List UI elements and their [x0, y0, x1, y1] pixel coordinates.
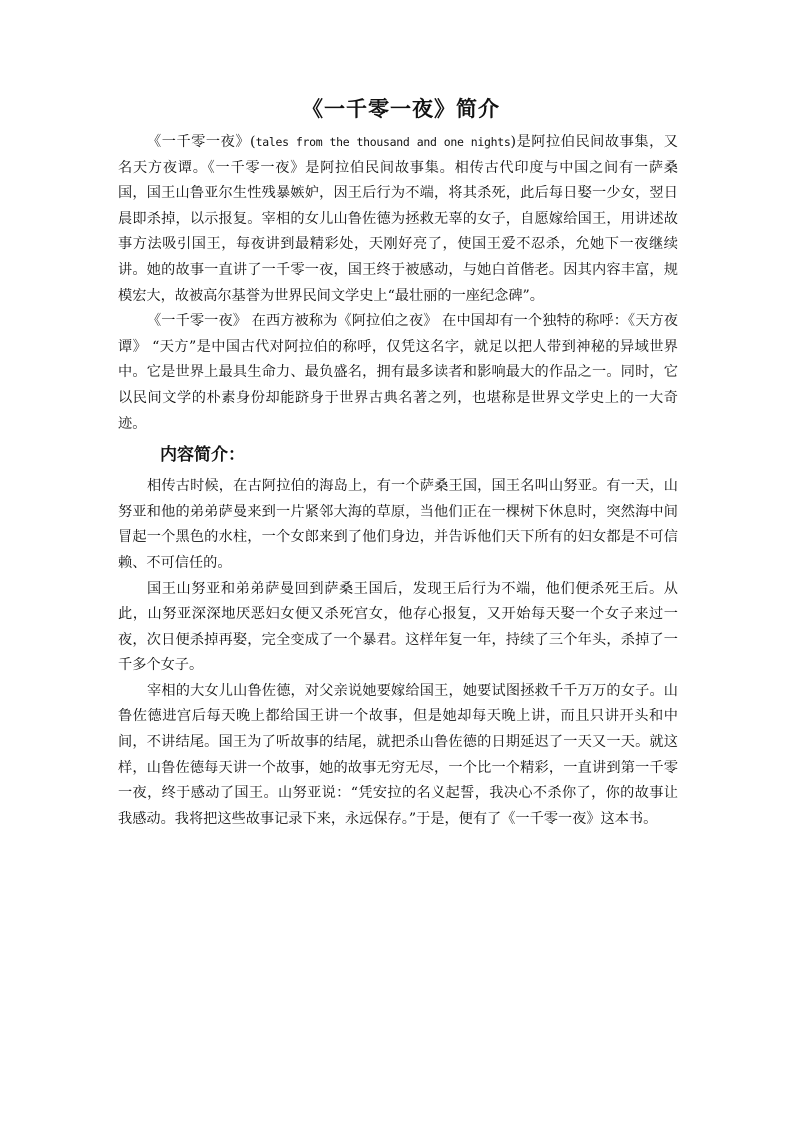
- document-page: [118, 94, 678, 832]
- intro-paragraph-1-body: )是阿拉伯民间故事集，又名天方夜谭。《一千零一夜》是阿拉伯民间故事集。相传古代印度与中国之间有一萨桑国，国王山鲁亚尔生性残暴嫉妒，因王后行为不端，将其杀死，此后每日娶一少女，翌日晨即杀掉，以示报复。宰相的女儿山鲁佐德为拯救无辜的女子，自愿嫁给国王，用讲述故事方法吸引国王，每夜讲到最精彩处，天刚好亮了，使国王爱不忍杀，允她下一夜继续讲。她的故事一直讲了一千零一夜，国王终于被感动，与她白首偕老。因其内容丰富，规模宏大，故被高尔基誉为世界民间文学史上“最壮丽的一座纪念碑”。: [118, 134, 678, 304]
- document-title: 《一千零一夜》简介: [302, 96, 500, 121]
- content-paragraph-1: 相传古时候，在古阿拉伯的海岛上，有一个萨桑王国，国王名叫山努亚。有一天，山努亚和他的弟弟萨曼来到一片紧邻大海的草原，当他们正在一棵树下休息时，突然海中间冒起一个黑色的水柱，一个女郎来到了他们身边，并告诉他们天下所有的妇女都是不可信赖、不可信任的。: [118, 478, 678, 571]
- intro-paragraph-1: [118, 130, 678, 309]
- intro-paragraph-1-lead: 《一千零一夜》(: [147, 134, 256, 150]
- content-paragraph-3: 宰相的大女儿山鲁佐德，对父亲说她要嫁给国王，她要试图拯救千千万万的女子。山鲁佐德进宫后每天晚上都给国王讲一个故事，但是她却每天晚上讲，而且只讲开头和中间，不讲结尾。国王为了听故事的结尾，就把杀山鲁佐德的日期延迟了一天又一天。就这样，山鲁佐德每天讲一个故事，她的故事无穷无尽，一个比一个精彩，一直讲到第一千零一夜，终于感动了国王。山努亚说：“凭安拉的名义起誓，我决心不杀你了，你的故事让我感动。我将把这些故事记录下来，永远保存。”于是，便有了《一千零一夜》这本书。: [118, 682, 678, 827]
- english-title: tales from the thousand and one nights: [255, 135, 511, 149]
- section-heading: 内容简介：: [160, 445, 245, 466]
- intro-paragraph-2: 《一千零一夜》 在西方被称为《阿拉伯之夜》 在中国却有一个独特的称呼：《天方夜谭》 “天方”是中国古代对阿拉伯的称呼，仅凭这名字，就足以把人带到神秘的异域世界中。它是世界上最具生命力、最负盛名，拥有最多读者和影响最大的作品之一。同时，它以民间文学的朴素身份却能跻身于世界古典名著之列，也堪称是世界文学史上的一大奇迹。: [118, 313, 678, 432]
- content-paragraph-2: 国王山努亚和弟弟萨曼回到萨桑王国后，发现王后行为不端，他们便杀死王后。从此，山努亚深深地厌恶妇女便又杀死宫女，他存心报复，又开始每天娶一个女子来过一夜，次日便杀掉再娶，完全变成了一个暴君。这样年复一年，持续了三个年头，杀掉了一千多个女子。: [118, 580, 678, 674]
